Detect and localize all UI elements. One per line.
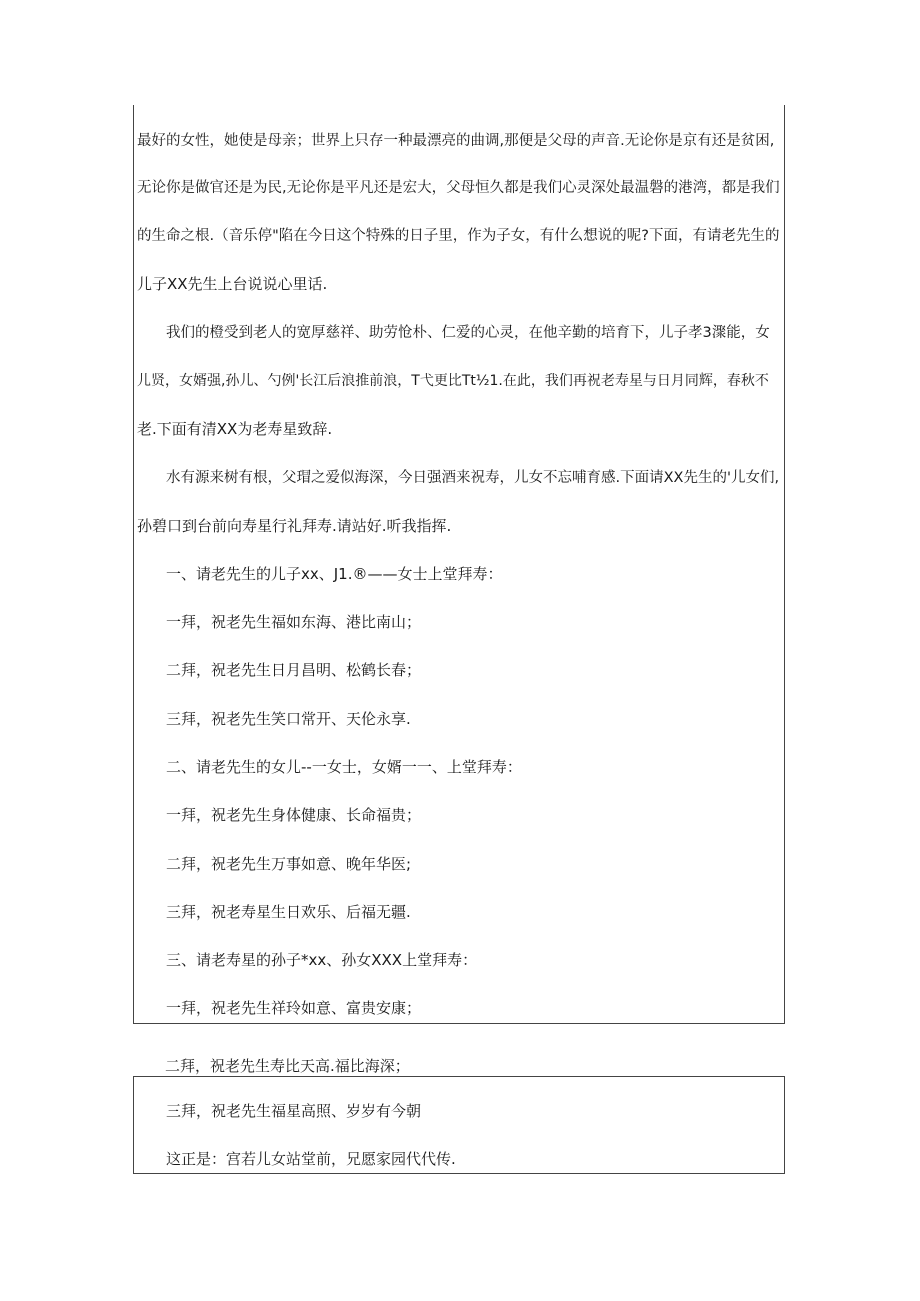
list-item: 三拜，祝老先生笑口常开、天伦永享. — [166, 710, 411, 728]
paragraph-line: 孙碧口到台前向寿星行礼拜寿.请站好.听我指挥. — [137, 517, 452, 535]
paragraph-line: 老.下面有清XX为老寿星致辞. — [137, 420, 333, 438]
text-frame-bottom — [133, 1076, 785, 1174]
list-item: 一拜，祝老先生福如东海、港比南山； — [166, 613, 422, 631]
list-item: 三拜，祝老先生福星高照、岁岁有今朝 — [166, 1102, 422, 1120]
text-frame-top — [133, 105, 785, 1024]
list-heading: 二、请老先生的女儿--一女士，女婿一一、上堂拜寿： — [166, 758, 522, 776]
paragraph-line: 最好的女性，她使是母亲；世界上只存一种最漂亮的曲调,那便是父母的声音.无论你是京有还是贫困, — [137, 133, 775, 149]
list-heading: 一、请老先生的儿子xx、J1.®——女士上堂拜寿： — [166, 565, 503, 583]
paragraph-line: 儿子XX先生上台说说心里话. — [137, 275, 328, 293]
closing-line: 这正是：宫若儿女站堂前，兄愿家园代代传. — [166, 1150, 456, 1168]
list-heading: 三、请老寿星的孙子*xx、孙女XXX上堂拜寿： — [166, 951, 478, 969]
paragraph-line: 的生命之根.（音乐停"陷在今日这个特殊的日子里，作为子女，有什么想说的呢?下面，有请老先生的 — [137, 228, 780, 244]
list-item: 二拜，祝老先生万事如意、晚年华医; — [166, 855, 412, 873]
list-item: 一拜，祝老先生身体健康、长命福贵； — [166, 806, 422, 824]
paragraph-line: 水有源来树有根，父瑁之爱似海深，今日强酒来祝寿，儿女不忘哺育感.下面请XX先生的'儿女们, — [166, 470, 780, 486]
paragraph-line: 无论你是做官还是为民,无论你是平凡还是宏大，父母恒久都是我们心灵深处最温磐的港湾，都是我们 — [137, 180, 780, 196]
paragraph-line: 我们的橙受到老人的宽厚慈祥、助劳怆朴、仁爱的心灵，在他辛勤的培育下，儿子孝3㵵能，女 — [166, 325, 770, 341]
paragraph-line: 儿贤，女婿强,孙儿、勺例'长江后浪推前浪，T弋更比Tt½1.在此，我们再祝老寿星与日月同辉，春秋不 — [137, 373, 769, 389]
list-item: 一拜，祝老先生祥玲如意、富贵安康； — [166, 999, 422, 1017]
list-item: 三拜，祝老寿星生日欢乐、后福无疆. — [166, 903, 411, 921]
list-item: 二拜，祝老先生寿比天高.福比海深； — [165, 1057, 410, 1075]
list-item: 二拜，祝老先生日月昌明、松鹤长春； — [166, 661, 422, 679]
